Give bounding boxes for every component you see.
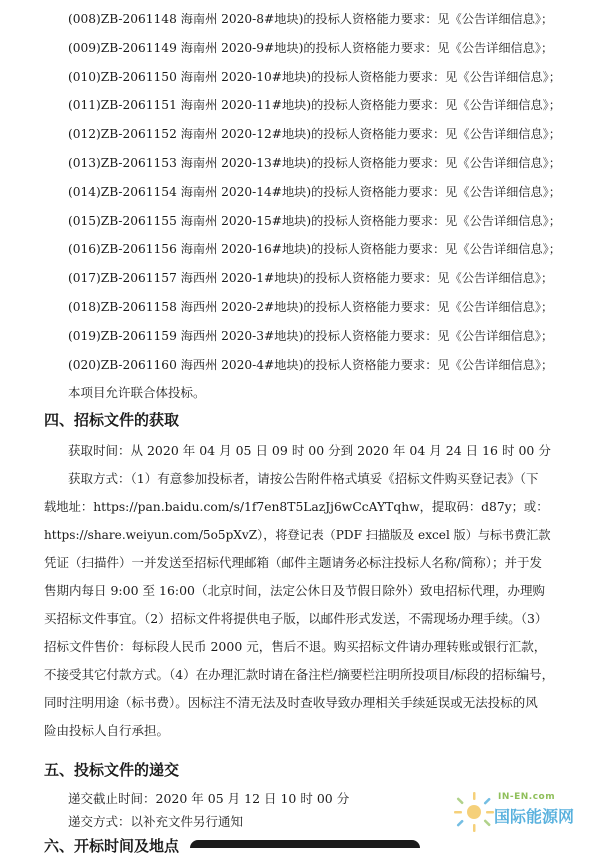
method-line-4: 售期内每日 9:00 至 16:00（北京时间，法定公休日及节假日除外）致电招标代理，办理购 [44,583,546,598]
submission-deadline: 递交截止时间：2020 年 05 月 12 日 10 时 00 分 [68,791,350,806]
requirement-line: (009)ZB-2061149 海南州 2020-9#地块)的投标人资格能力要求：见《公告详细信息》； [68,40,554,55]
requirement-line: (008)ZB-2061148 海南州 2020-8#地块)的投标人资格能力要求：见《公告详细信息》； [68,12,554,26]
method-line-9: 险由投标人自行承担。 [44,723,170,738]
requirement-line: (011)ZB-2061151 海南州 2020-11#地块)的投标人资格能力要求：见《公告详细信息》； [68,98,561,113]
requirement-line: (016)ZB-2061156 海南州 2020-16#地块)的投标人资格能力要求：见《公告详细信息》； [68,242,561,257]
requirement-line: (012)ZB-2061152 海南州 2020-12#地块)的投标人资格能力要求：见《公告详细信息》； [68,127,561,142]
section-5-heading: 五、投标文件的递交 [44,761,180,779]
joint-bid-note: 本项目允许联合体投标。 [68,385,206,400]
home-indicator-bar [190,840,420,848]
method-line-1: 载地址：https://pan.baidu.com/s/1f7en8T5LazJj6wCcAYTqhw，提取码：d87y；或： [44,500,549,514]
requirement-line: (014)ZB-2061154 海南州 2020-14#地块)的投标人资格能力要求：见《公告详细信息》； [68,184,561,199]
watermark-logo [452,788,592,838]
requirement-line: (018)ZB-2061158 海西州 2020-2#地块)的投标人资格能力要求：见《公告详细信息》； [68,300,554,314]
watermark-brand: 国际能源网 [494,807,575,826]
sun-logo-icon [452,790,496,834]
method-line-3: 凭证（扫描件）一并发送至招标代理邮箱（邮件主题请务必标注投标人名称/简称）；并于发 [44,555,542,570]
section-4-heading: 四、招标文件的获取 [44,411,180,429]
method-line-7: 不接受其它付款方式。（4）在办理汇款时请在备注栏/摘要栏注明所投项目/标段的招标编号， [44,667,555,682]
method-line-8: 同时注明用途（标书费）。因标注不清无法及时查收导致办理相关手续延误或无法投标的风 [44,695,538,710]
method-line-2: https://share.weiyun.com/5o5pXvZ），将登记表（PDF 扫描版及 excel 版）与标书费汇款 [44,528,551,542]
method-line-0: 获取方式：（1）有意参加投标者，请按公告附件格式填妥《招标文件购买登记表》（下 [68,471,539,486]
requirement-line: (017)ZB-2061157 海西州 2020-1#地块)的投标人资格能力要求：见《公告详细信息》； [68,271,554,286]
requirement-line: (010)ZB-2061150 海南州 2020-10#地块)的投标人资格能力要求：见《公告详细信息》； [68,69,561,84]
requirement-line: (015)ZB-2061155 海南州 2020-15#地块)的投标人资格能力要求：见《公告详细信息》； [68,213,561,228]
section-6-heading: 六、开标时间及地点 [44,837,180,855]
submission-method: 递交方式：以补充文件另行通知 [68,814,244,829]
requirement-line: (020)ZB-2061160 海西州 2020-4#地块)的投标人资格能力要求：见《公告详细信息》； [68,357,554,372]
watermark-domain: IN-EN.com [498,792,556,802]
section-4-method [44,465,554,745]
requirement-line: (013)ZB-2061153 海南州 2020-13#地块)的投标人资格能力要求：见《公告详细信息》； [68,156,561,170]
requirement-line: (019)ZB-2061159 海西州 2020-3#地块)的投标人资格能力要求：见《公告详细信息》； [68,328,554,343]
method-line-5: 买招标文件事宜。（2）招标文件将提供电子版，以邮件形式发送，不需现场办理手续。（3） [44,611,548,626]
section-4-time [44,437,554,465]
acquisition-time-line: 获取时间：从 2020 年 04 月 05 日 09 时 00 分到 2020 年 04 月 24 日 16 时 00 分 [68,443,551,458]
method-line-6: 招标文件售价：每标段人民币 2000 元，售后不退。购买招标文件请办理转账或银行汇款， [44,639,547,654]
